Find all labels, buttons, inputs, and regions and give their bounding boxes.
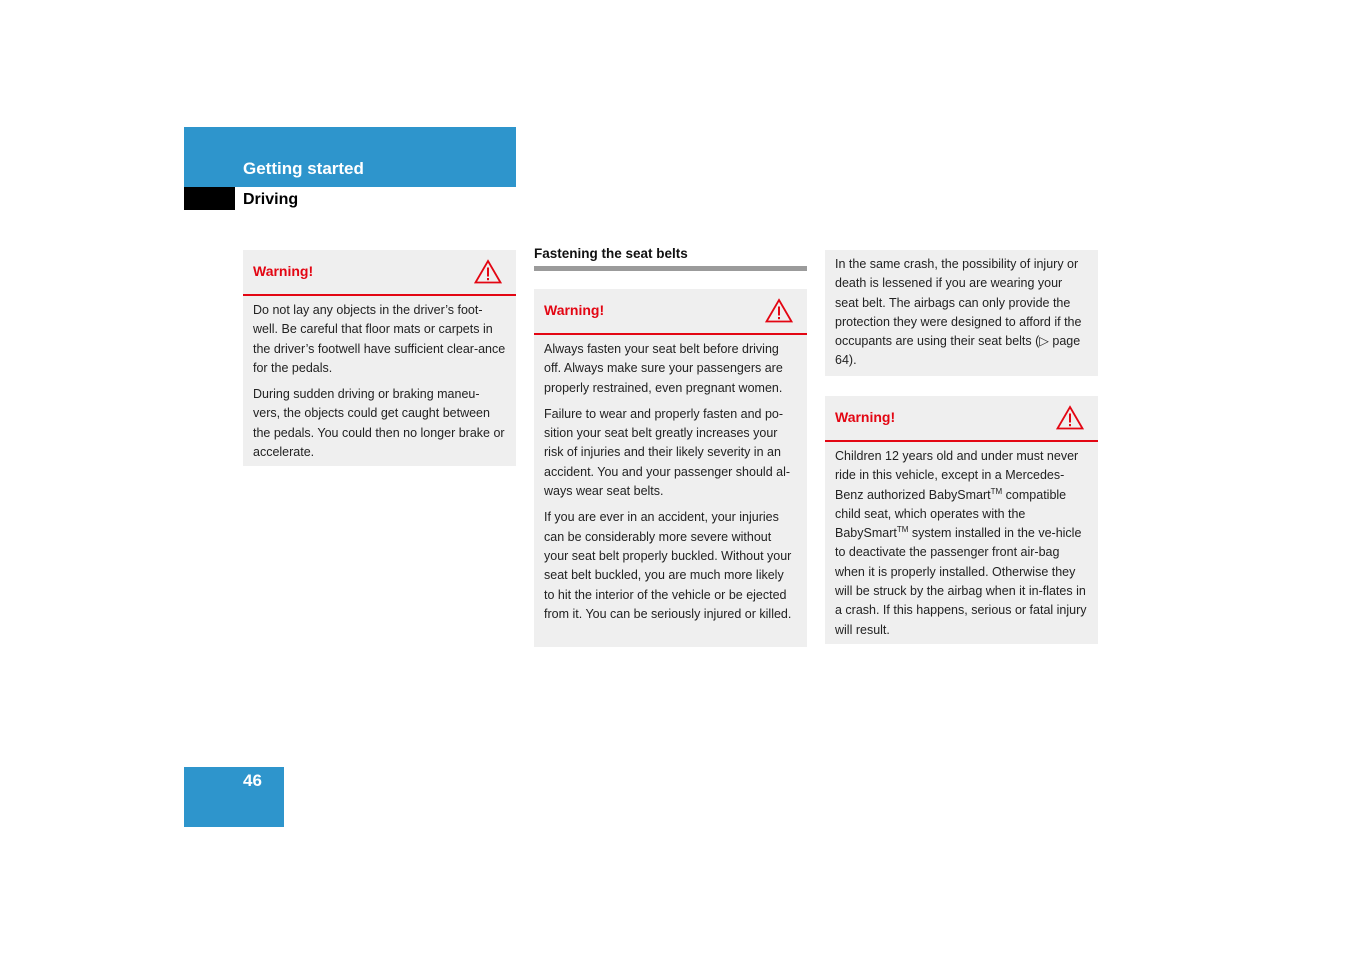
page-number: 46 [243,771,262,790]
page-number-band [184,767,284,827]
warning-label: Warning! [544,302,605,318]
warning-body [825,442,1098,646]
text-run: system installed in the ve-hicle to deactivate the passenger front air-bag when it is properly installed. Otherwise they will be struck by the airbag when it in-flates in a crash. If this happens, serious or fatal injury will result. [835,526,1087,637]
warning-header [825,396,1098,442]
warning-header [243,250,516,296]
trademark-mark: TM [990,486,1003,496]
warning-triangle-icon [1056,405,1084,430]
warning-triangle-icon [474,259,502,284]
warning-box-seat-belts [534,289,807,647]
warning-header [534,289,807,335]
warning-paragraph [835,447,1088,640]
continuation-box [825,250,1098,376]
heading-rule [534,266,807,271]
warning-paragraph: Always fasten your seat belt before driving off. Always make sure your passengers are properly restrained, even pregnant women. [544,342,783,395]
chapter-title: Getting started [243,159,364,178]
warning-paragraph: If you are ever in an accident, your injuries can be considerably more severe without your seat belt properly buckled. Without your seat belt buckled, you are much more likely to hit the interior of the vehicle or be ejected from it. You can be seriously injured or killed. [544,510,792,621]
warning-label: Warning! [835,409,896,425]
warning-box-footwell [243,250,516,466]
warning-box-children [825,396,1098,644]
text-run: compatible child seat, which operates with the BabySmart [835,487,1067,541]
warning-paragraph: Failure to wear and properly fasten and po-sition your seat belt greatly increases your risk of injuries and their likely severity in an accident. You and your passenger should al-ways wear seat belts. [544,406,791,499]
subsection-heading: Fastening the seat belts [534,246,688,261]
warning-label: Warning! [253,263,314,279]
continuation-text: In the same crash, the possibility of injury or death is lessened if you are wearing your seat belt. The airbags can only provide the protection they were designed to afford if the occupants are using their seat belts (▷ page 64). [835,257,1082,368]
trademark-mark: TM [896,525,909,535]
section-marker-tab [184,187,235,210]
warning-body [534,335,807,630]
section-title: Driving [243,191,299,208]
warning-paragraph: During sudden driving or braking maneu-vers, the objects could get caught between the pedals. You could then no longer brake or accelerate. [253,387,505,460]
text-run: Children 12 years old and under must never ride in this vehicle, except in a Mercedes-Benz authorized BabySmart [835,449,1079,502]
warning-triangle-icon [765,298,793,323]
warning-body [243,296,516,468]
warning-paragraph: Do not lay any objects in the driver’s foot-well. Be careful that floor mats or carpets in the driver’s footwell have sufficient clear-ance for the pedals. [253,303,506,375]
